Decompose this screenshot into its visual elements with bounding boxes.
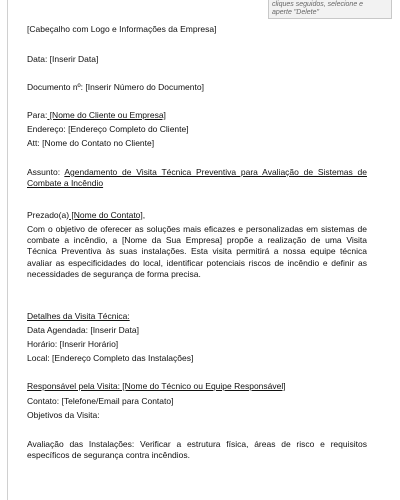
body-paragraph: Com o objetivo de oferecer as soluções mais eficazes e personalizadas em sistemas de combate a incêndio, a [Nome da Sua Empresa] propõe a realização de uma Visita Técnica Preventiva às suas instalações. Esta visita permitirá a nossa equipe técnica avaliar as especificidades do local, identificar potenciais riscos de incêndio e definir as necessidades de segurança de forma precisa.: [27, 224, 367, 279]
recipient-line: [27, 110, 166, 121]
note-line-1: cliques seguidos, selecione e: [272, 1, 364, 8]
attention-line: Att: [Nome do Contato no Cliente]: [27, 138, 155, 148]
date-line: Data: [Inserir Data]: [27, 54, 99, 64]
subject-line: [27, 167, 367, 189]
contact-line: Contato: [Telefone/Email para Contato]: [27, 396, 174, 406]
recipient-label: Para:: [27, 110, 48, 120]
document-number-line: Documento nº: [Inserir Número do Documento]: [27, 82, 204, 92]
note-line-2: aperte "Delete": [272, 8, 319, 16]
greeting-suffix: ,: [142, 210, 146, 220]
time-line: Horário: [Inserir Horário]: [27, 339, 119, 349]
subject-label: Assunto:: [27, 167, 61, 177]
greeting-label: Prezado(a): [27, 210, 70, 220]
greeting-line: [27, 210, 145, 221]
instruction-note: [268, 0, 392, 19]
company-header-placeholder: [Cabeçalho com Logo e Informações da Empresa]: [27, 24, 217, 34]
scheduled-date-line: Data Agendada: [Inserir Data]: [27, 325, 139, 335]
evaluation-paragraph: Avaliação das Instalações: Verificar a estrutura física, áreas de risco e requisitos específicos de segurança contra incêndios.: [27, 439, 367, 461]
objectives-line: Objetivos da Visita:: [27, 410, 100, 420]
subject-value: Agendamento de Visita Técnica Preventiva para Avaliação de Sistemas de Combate a Incêndio: [27, 167, 367, 188]
location-line: Local: [Endereço Completo das Instalações]: [27, 353, 194, 363]
greeting-value: [Nome do Contato]: [69, 210, 143, 220]
recipient-value: [Nome do Cliente ou Empresa]: [47, 110, 166, 120]
details-heading: Detalhes da Visita Técnica:: [27, 311, 130, 321]
address-line: Endereço: [Endereço Completo do Cliente]: [27, 124, 189, 134]
responsible-heading: Responsável pela Visita: [Nome do Técnico ou Equipe Responsável]: [27, 381, 286, 391]
